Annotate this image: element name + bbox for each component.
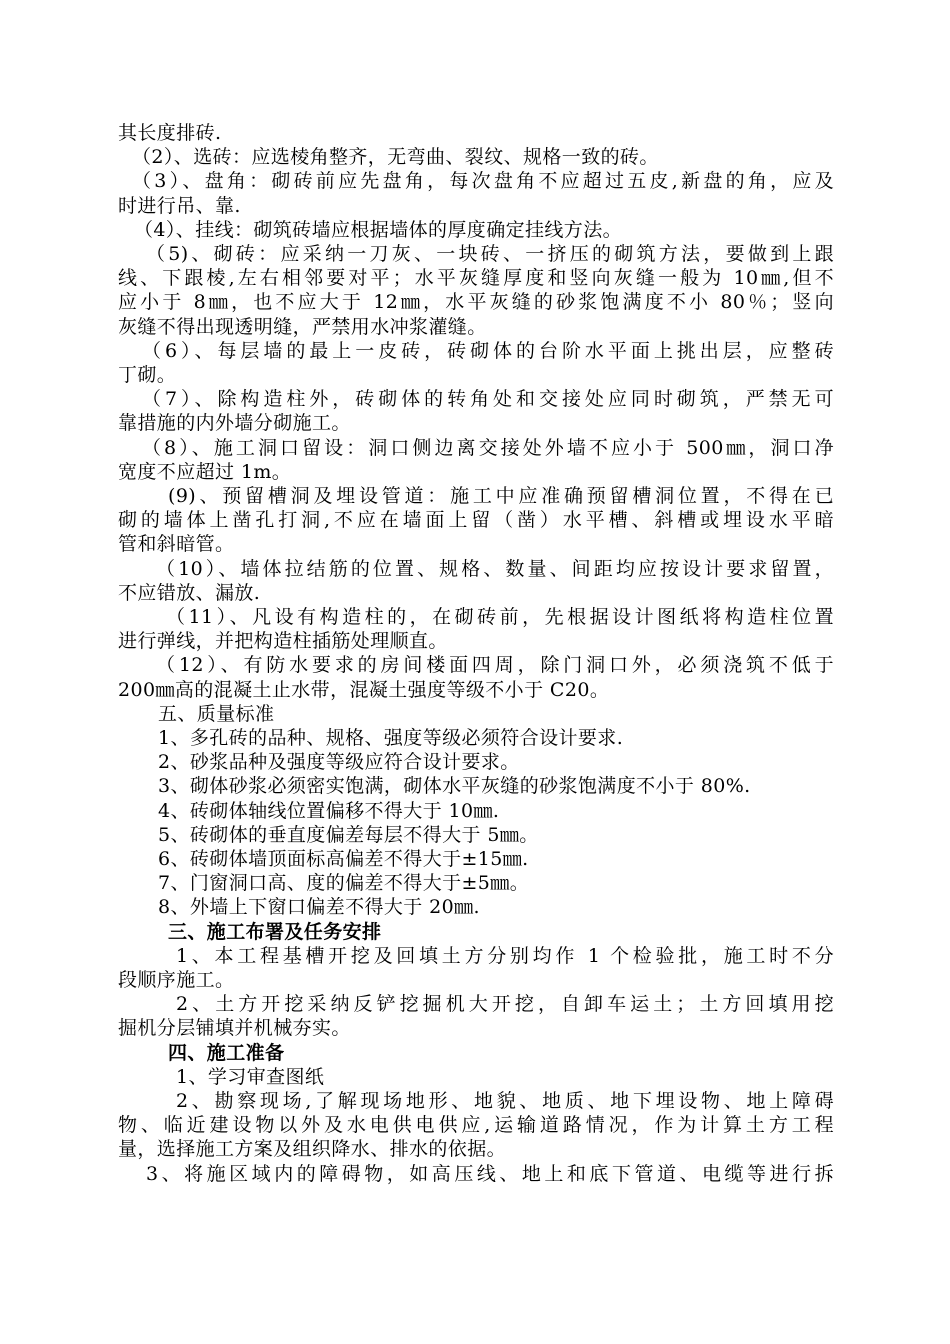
text-line: 200㎜高的混凝土止水带，混凝土强度等级不小于 C20。 bbox=[118, 678, 610, 701]
text-line: 量，选择施工方案及组织降水、排水的依据。 bbox=[118, 1138, 507, 1161]
text-line: 8、外墙上下窗口偏差不得大于 20㎜. bbox=[158, 896, 480, 919]
text-line: 砌的墙体上凿孔打洞,不应在墙面上留（凿）水平槽、斜槽或埋设水平暗 bbox=[118, 509, 834, 532]
text-line: 管和斜暗管。 bbox=[118, 533, 235, 556]
text-line: （2）、选砖：应选棱角整齐，无弯曲、裂纹、规格一致的砖。 bbox=[132, 146, 659, 169]
text-line: 时进行吊、靠. bbox=[118, 194, 241, 217]
text-line: 其长度排砖. bbox=[118, 122, 222, 144]
section-heading: 三、施工布署及任务安排 bbox=[168, 920, 382, 943]
text-line: （10）、墙体拉结筋的位置、规格、数量、间距均应按设计要求留置， bbox=[156, 557, 834, 580]
text-line: （6）、每层墙的最上一皮砖，砖砌体的台阶水平面上挑出层，应整砖 bbox=[142, 339, 834, 362]
text-line: 1、多孔砖的品种、规格、强度等级必须符合设计要求. bbox=[158, 727, 624, 749]
text-line: （3）、盘角：砌砖前应先盘角，每次盘角不应超过五皮,新盘的角，应及 bbox=[132, 170, 834, 193]
text-line: 1、学习审查图纸 bbox=[176, 1065, 325, 1088]
text-line: 1、本工程基槽开挖及回填土方分别均作 1 个检验批，施工时不分 bbox=[176, 944, 834, 967]
text-line: （8）、施工洞口留设：洞口侧边离交接处外墙不应小于 500㎜，洞口净 bbox=[142, 436, 834, 459]
text-line: 6、砖砌体墙顶面标高偏差不得大于±15㎜. bbox=[158, 848, 529, 870]
text-line: 3、将施区域内的障碍物，如高压线、地上和底下管道、电缆等进行拆 bbox=[146, 1162, 834, 1185]
text-line: 2、砂浆品种及强度等级应符合设计要求。 bbox=[158, 751, 520, 774]
text-line: 2、勘察现场,了解现场地形、地貌、地质、地下埋设物、地上障碍 bbox=[176, 1090, 834, 1112]
text-line: 4、砖砌体轴线位置偏移不得大于 10㎜. bbox=[158, 799, 500, 822]
text-line: （11）、凡设有构造柱的，在砌砖前，先根据设计图纸将构造柱位置 bbox=[166, 606, 834, 628]
section-heading: 四、施工准备 bbox=[168, 1041, 285, 1064]
text-line: 线、下跟棱,左右相邻要对平；水平灰缝厚度和竖向灰缝一般为 10㎜,但不 bbox=[118, 267, 834, 290]
text-line: 不应错放、漏放. bbox=[118, 581, 261, 604]
text-line: 进行弹线，并把构造柱插筋处理顺直。 bbox=[118, 630, 448, 653]
text-line: （5)、砌砖：应采纳一刀灰、一块砖、一挤压的砌筑方法，要做到上跟 bbox=[146, 243, 834, 265]
text-line: （12）、有防水要求的房间楼面四周，除门洞口外，必须浇筑不低于 bbox=[156, 654, 834, 677]
text-line: 段顺序施工。 bbox=[118, 969, 235, 991]
text-line: 丁砌。 bbox=[118, 364, 177, 386]
text-line: 五、质量标准 bbox=[158, 702, 275, 725]
text-line: 物、临近建设物以外及水电供电供应,运输道路情况，作为计算土方工程 bbox=[118, 1114, 834, 1137]
text-line: 灰缝不得出现透明缝，严禁用水冲浆灌缝。 bbox=[118, 315, 487, 338]
text-line: 应小于 8㎜，也不应大于 12㎜，水平灰缝的砂浆饱满度不小 80％；竖向 bbox=[118, 291, 834, 314]
text-line: 5、砖砌体的垂直度偏差每层不得大于 5㎜。 bbox=[158, 823, 539, 846]
text-line: 靠措施的内外墙分砌施工。 bbox=[118, 412, 351, 435]
text-line: （4）、挂线：砌筑砖墙应根据墙体的厚度确定挂线方法。 bbox=[134, 218, 622, 241]
text-line: （7）、除构造柱外，砖砌体的转角处和交接处应同时砌筑，严禁无可 bbox=[142, 388, 834, 411]
text-line: 掘机分层铺填并机械夯实。 bbox=[118, 1017, 351, 1040]
text-line: (9)、预留槽洞及埋设管道：施工中应准确预留槽洞位置，不得在已 bbox=[168, 485, 834, 507]
text-line: 2、土方开挖采纳反铲挖掘机大开挖，自卸车运土；土方回填用挖 bbox=[176, 993, 834, 1016]
text-line: 3、砌体砂浆必须密实饱满，砌体水平灰缝的砂浆饱满度不小于 80%. bbox=[158, 775, 751, 798]
text-line: 宽度不应超过 1m。 bbox=[118, 460, 292, 483]
text-line: 7、门窗洞口高、度的偏差不得大于±5㎜。 bbox=[158, 872, 530, 895]
